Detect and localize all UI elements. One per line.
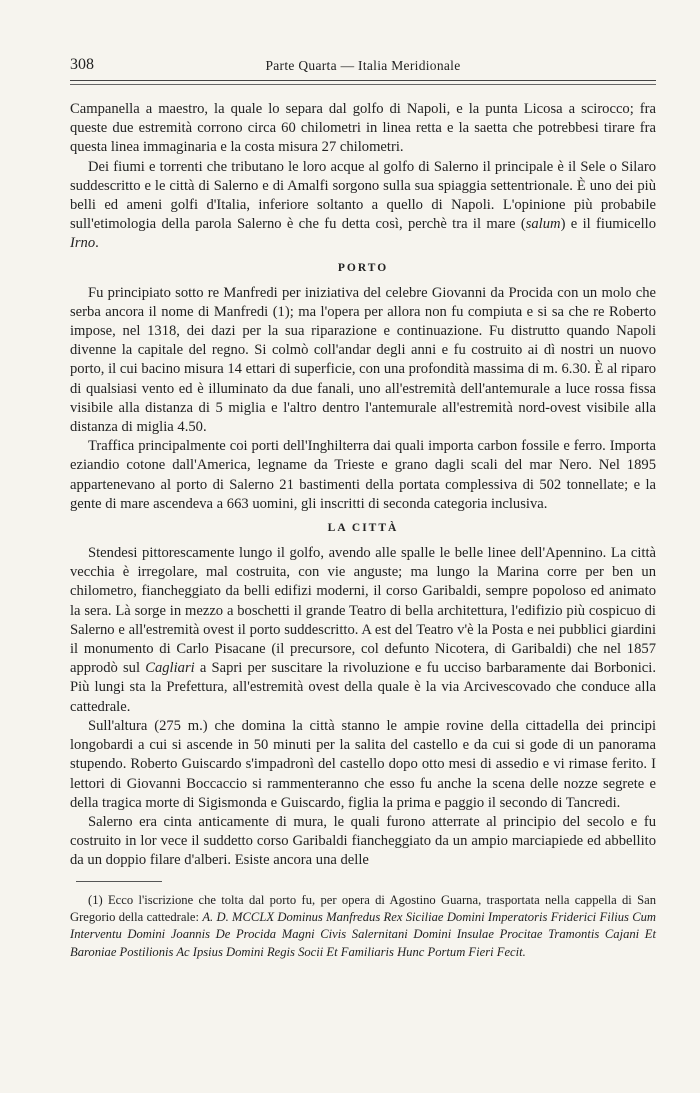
citta-paragraph-3: Salerno era cinta anticamente di mura, le quali furono atterrate al principio del secolo e fu costruito in lor vece il suddetto corso Garibaldi fiancheggiato da un ampio marciapiede ed abbellito da un doppio filare d'alberi. Esiste ancora una delle — [70, 813, 656, 869]
intro-p2-irno: Irno — [70, 235, 96, 252]
section-heading-citta: LA CITTÀ — [327, 522, 399, 535]
section-heading-porto: PORTO — [337, 261, 389, 274]
running-title: Parte Quarta — Italia Meridionale — [265, 58, 461, 73]
footnote-rule — [76, 881, 162, 882]
page-header — [70, 56, 656, 82]
page-number: 308 — [70, 56, 94, 73]
footnote — [70, 892, 656, 962]
intro-p2-text-a: Dei fiumi e torrenti che tributano le loro acque al golfo di Salerno il principale è il Sele o Silaro suddescritto e le città di Salerno e di Amalfi sorgono sulla sua spiaggia settentrionale. È uno dei più belli ed ameni golfi d'Italia, inferiore soltanto a quello di Napoli. L'opinione più probabile sull'etimologia della parola Salerno è che fu detta così, perchè tra il mare ( — [70, 158, 656, 233]
page-body — [70, 100, 656, 961]
intro-p2-text-b: ) e il fiumicello — [560, 216, 657, 233]
citta-p1-cagliari: Cagliari — [145, 660, 195, 677]
porto-paragraph-1: Fu principiato sotto re Manfredi per iniziativa del celebre Giovanni da Procida con un molo che serba ancora il nome di Manfredi (1); ma l'opera per allora non fu compiuta e si sa che re Roberto impose, nel 1318, dei dazi per la sua riparazione e continuazione. Fu distrutto quando Napoli divenne la capitale del regno. Si colmò coll'andar degli anni e fu costruito ai dì nostri un nuovo porto, il cui bacino misura 14 ettari di superficie, con una profondità massima di m. 6.30. È al riparo di qualsiasi vento ed è illuminato da due fanali, uno all'estremità dell'antemurale a luce rossa fissa visibile alla distanza di 5 miglia e l'altro dentro l'antemurale all'estremità nord-ovest visibile alla distanza di miglia 4.50. — [70, 284, 656, 436]
citta-paragraph-2: Sull'altura (275 m.) che domina la città stanno le ampie rovine della cittadella dei principi longobardi a cui si ascende in 50 minuti per la salita del castello e da cui si gode di un panorama stupendo. Roberto Guiscardo s'impadronì del castello dopo otto mesi di assedio e vi rimase ferito. I lettori di Giovanni Boccaccio si rammenteranno che esso fu anche la scena delle nozze segrete e della tragica morte di Sigismonda e Guiscardo, figlia la prima e paggio il secondo di Tancredi. — [70, 717, 656, 811]
intro-p2-text-c: . — [95, 235, 99, 252]
footnote-latin-inscription: A. D. MCCLX Dominus Manfredus Rex Siciliae Domini Imperatoris Friderici Filius Cum Interventu Domini Joannis De Procida Magni Civis Salernitani Domini Insulae Procitae Tramontis Cajani Et Baroniae Postilionis Ac Ipsius Domini Regis Socii Et Familiaris Hunc Portum Fieri Fecit. — [70, 909, 656, 959]
citta-p1-text-b: a Sapri per suscitare la rivoluzione e fu ucciso barbaramente dai Borbonici. Più lungi sta la Prefettura, all'estremità ovest della quale è la via Arcivescovado che conduce alla cattedrale. — [70, 660, 656, 715]
header-rule — [70, 80, 656, 81]
footnote-text: (1) Ecco l'iscrizione che tolta dal porto fu, per opera di Agostino Guarna, trasportata nella cappella di San Gregorio della cattedrale: — [70, 892, 656, 924]
header-rule-thin — [70, 84, 656, 85]
footnote-paragraph — [70, 892, 656, 962]
citta-p1-text-a: Stendesi pittorescamente lungo il golfo, avendo alle spalle le belle linee dell'Apennino. La città vecchia è irregolare, mal costruita, con vie anguste; ma lungo la Marina corre per ben un chilometro, fiancheggiato da belli edifizi moderni, il corso Garibaldi, sempre popoloso ed animato la sera. Là sorge in mezzo a boschetti il grande Teatro di bella architettura, l'edifizio più cospicuo di Salerno e all'estremità ovest il porto suddescritto. A est del Teatro v'è la Posta e nei pubblici giardini il monumento di Carlo Pisacane (il precursore, col defunto Nicotera, di Garibaldi) che nel 1857 approdò sul — [70, 545, 656, 677]
citta-paragraph-1 — [70, 544, 656, 717]
intro-p2-salum: salum — [525, 216, 561, 233]
intro-paragraph-2 — [70, 158, 656, 254]
intro-paragraph-1: Campanella a maestro, la quale lo separa dal golfo di Napoli, e la punta Licosa a scirocco; fra queste due estremità corrono circa 60 chilometri in linea retta e la saetta che potrebbesi tirare fra questa linea immaginaria e la costa misura 27 chilometri. — [70, 101, 656, 156]
porto-paragraph-2: Traffica principalmente coi porti dell'Inghilterra dai quali importa carbon fossile e ferro. Importa eziandio cotone dall'America, legname da Trieste e grano dagli scali del mar Nero. Nel 1895 appartenevano al porto di Salerno 21 bastimenti della portata complessiva di 502 tonnellate; e la gente di mare ascendeva a 663 uomini, gli inscritti di seconda categoria inclusiva. — [70, 438, 656, 512]
